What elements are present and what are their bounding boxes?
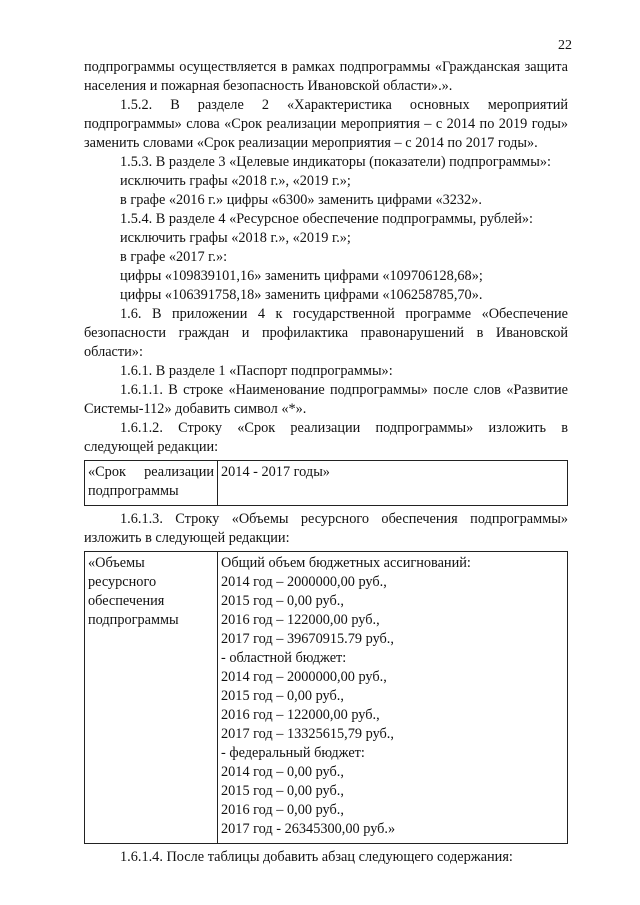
cell-line: 2015 год – 0,00 руб.,: [221, 593, 344, 609]
cell-line: «Объемы: [88, 555, 145, 571]
cell-line: 2014 год – 2000000,00 руб.,: [221, 669, 387, 685]
paragraph: исключить графы «2018 г.», «2019 г.»;: [120, 173, 351, 189]
paragraph: в графе «2016 г.» цифры «6300» заменить цифрами «3232».: [120, 192, 482, 208]
table-row: [85, 461, 568, 506]
paragraph: 1.6.1.2. Строку «Срок реализации подпрограммы» изложить в следующей редакции:: [84, 420, 568, 455]
paragraph: цифры «109839101,16» заменить цифрами «109706128,68»;: [120, 268, 483, 284]
paragraph: в графе «2017 г.»:: [120, 249, 228, 265]
cell-line: 2015 год – 0,00 руб.,: [221, 688, 344, 704]
cell-line: 2016 год – 122000,00 руб.,: [221, 612, 380, 628]
paragraph: исключить графы «2018 г.», «2019 г.»;: [120, 230, 351, 246]
cell-line: 2014 год – 2000000,00 руб.,: [221, 574, 387, 590]
paragraph: 1.6.1.3. Строку «Объемы ресурсного обеспечения подпрограммы» изложить в следующей редакции:: [84, 511, 568, 546]
cell-line: 2015 год – 0,00 руб.,: [221, 783, 344, 799]
paragraph: 1.6.1. В разделе 1 «Паспорт подпрограммы»:: [120, 363, 393, 379]
table-cell-label: [85, 552, 218, 844]
paragraph: 1.5.4. В разделе 4 «Ресурсное обеспечение подпрограммы, рублей»:: [120, 211, 534, 227]
cell-line: 2016 год – 122000,00 руб.,: [221, 707, 380, 723]
cell-line: - федеральный бюджет:: [221, 745, 365, 761]
paragraph: 1.6. В приложении 4 к государственной программе «Обеспечение безопасности граждан и профилактика правонарушений в Ивановской области»:: [84, 306, 568, 360]
paragraph: 1.6.1.4. После таблицы добавить абзац следующего содержания:: [120, 849, 513, 865]
term-table: [84, 460, 568, 506]
paragraph: 1.5.2. В разделе 2 «Характеристика основных мероприятий подпрограммы» слова «Срок реализации мероприятия – с 2014 по 2019 годы» заменить словами «Срок реализации мероприятия – с 2014 по 2017 годы».: [84, 97, 568, 151]
cell-line: Общий объем бюджетных ассигнований:: [221, 555, 471, 571]
paragraph: цифры «106391758,18» заменить цифрами «106258785,70».: [120, 287, 483, 303]
table-row: [85, 552, 568, 844]
cell-line: подпрограммы: [88, 612, 179, 628]
cell-line: 2017 год – 13325615,79 руб.,: [221, 726, 394, 742]
paragraph: 1.6.1.1. В строке «Наименование подпрограммы» после слов «Развитие Системы-112» добавить символ «*».: [84, 382, 568, 417]
paragraph: 1.5.3. В разделе 3 «Целевые индикаторы (показатели) подпрограммы»:: [120, 154, 551, 170]
table-cell-value: 2014 - 2017 годы»: [218, 461, 568, 506]
funding-table: [84, 551, 568, 844]
document-body: [84, 58, 568, 867]
cell-line: обеспечения: [88, 593, 165, 609]
paragraph: подпрограммы осуществляется в рамках подпрограммы «Гражданская защита населения и пожарная безопасность Ивановской области».».: [84, 59, 568, 94]
cell-line: 2017 год - 26345300,00 руб.»: [221, 821, 396, 837]
cell-line: 2014 год – 0,00 руб.,: [221, 764, 344, 780]
table-cell-value: [218, 552, 568, 844]
table-cell-label: «Срок реализации подпрограммы: [85, 461, 218, 506]
cell-line: ресурсного: [88, 574, 157, 590]
cell-line: 2017 год – 39670915.79 руб.,: [221, 631, 394, 647]
page-number: 22: [558, 38, 572, 53]
cell-line: - областной бюджет:: [221, 650, 347, 666]
cell-line: 2016 год – 0,00 руб.,: [221, 802, 344, 818]
